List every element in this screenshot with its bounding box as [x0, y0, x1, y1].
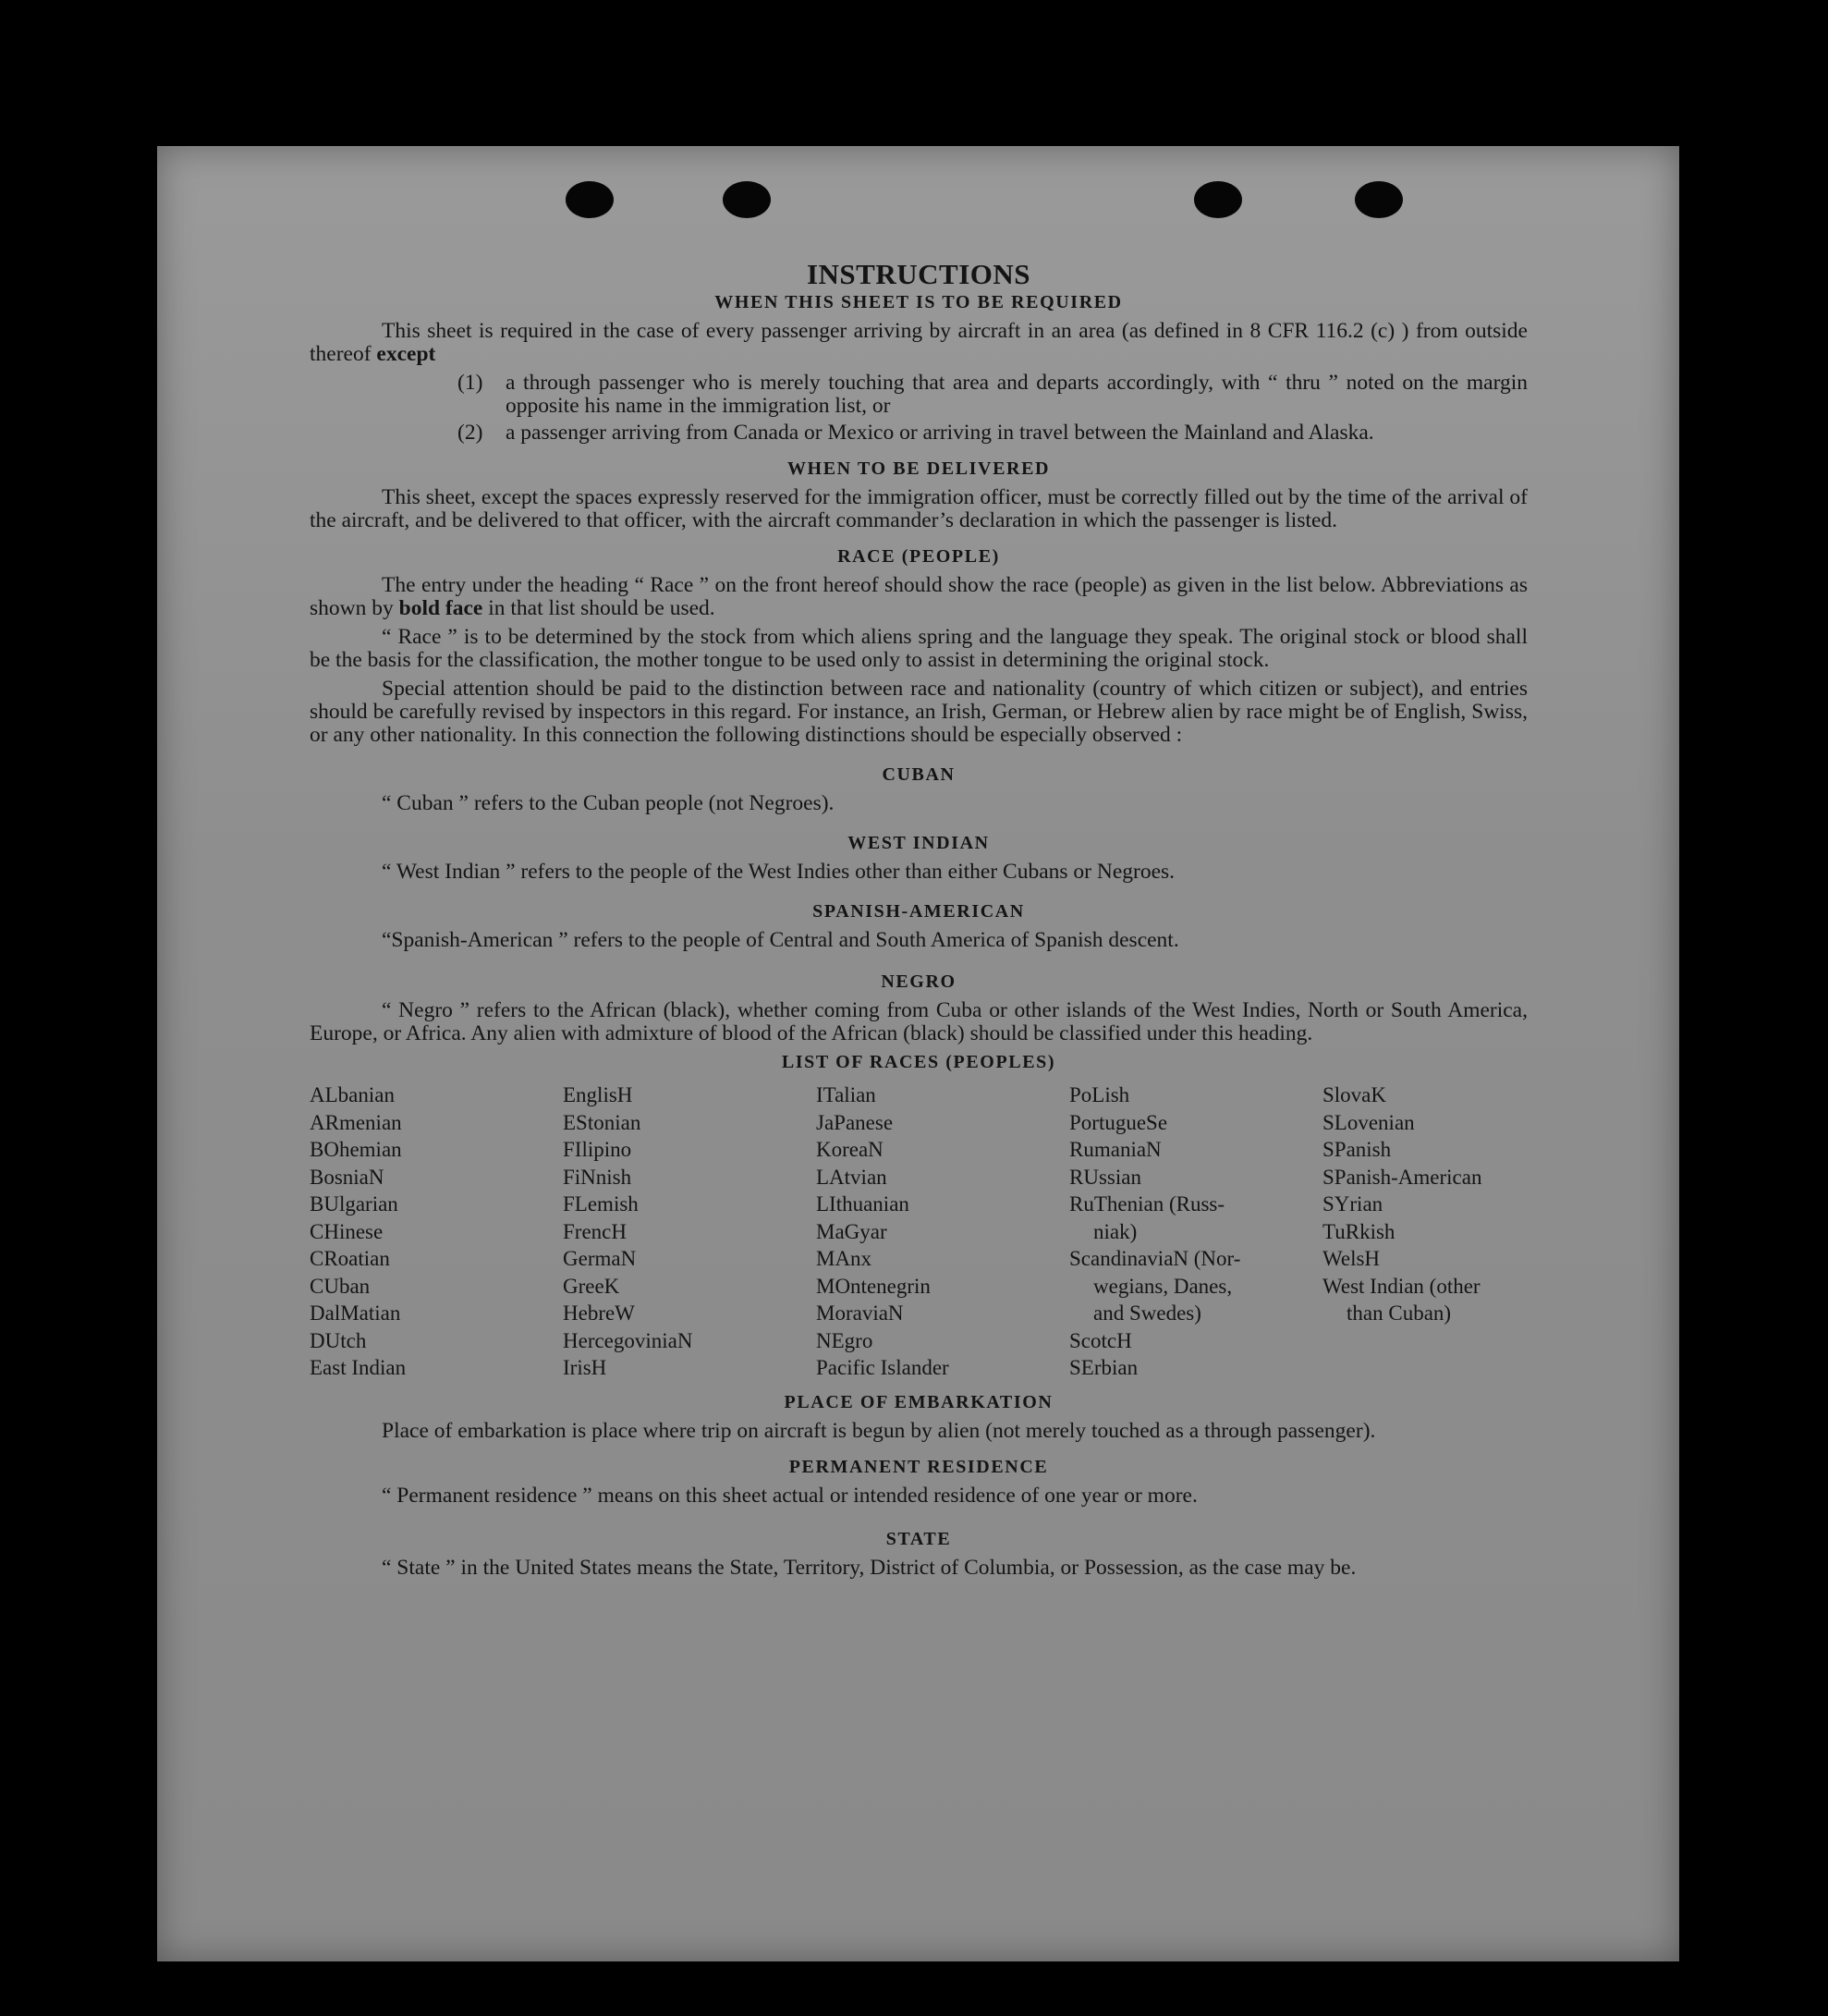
race-entry: HebreW — [563, 1301, 635, 1325]
race-column-1 — [310, 1081, 563, 1382]
race-column-5 — [1322, 1081, 1528, 1382]
race-entry: than Cuban) — [1347, 1301, 1452, 1325]
document-sheet — [157, 146, 1679, 1961]
race-entry: CRoatian — [310, 1247, 390, 1270]
heading-residence: PERMANENT RESIDENCE — [788, 1456, 1049, 1477]
race-entry: PortugueSe — [1069, 1110, 1168, 1134]
race-entry: DalMatian — [310, 1301, 401, 1325]
negro-text: “ Negro ” refers to the African (black), whether coming from Cuba or other islands of the West Indies, North or South America, Europe, or Africa. Any alien with admixture of blood of the African (black) should be classified under this heading. — [310, 998, 1528, 1045]
race-entry: ScandinaviaN (Nor- — [1069, 1247, 1241, 1270]
race-entry: WelsH — [1322, 1247, 1381, 1270]
race-entry: PoLish — [1069, 1083, 1130, 1106]
race-paragraph-1: The entry under the heading “ Race ” on the front hereof should show the race (people) as given in the list below. Abbreviations as shown by bold face in that list should be used. — [310, 573, 1528, 620]
race-entry: MAnx — [816, 1247, 872, 1270]
race-entry: FLemish — [563, 1192, 639, 1216]
race-entry: BUlgarian — [310, 1192, 398, 1216]
punch-hole — [1355, 181, 1403, 218]
race-list — [310, 1081, 1528, 1382]
race-entry: SlovaK — [1322, 1083, 1386, 1106]
race-entry: KoreaN — [816, 1138, 884, 1161]
race-entry: DUtch — [310, 1328, 367, 1352]
race-entry: GreeK — [563, 1274, 620, 1298]
required-intro: This sheet is required in the case of every passenger arriving by aircraft in an area (as defined in 8 CFR 116.2 (c) ) from outside thereof except — [310, 319, 1528, 366]
race-entry: West Indian (other — [1322, 1274, 1481, 1298]
embarkation-text: Place of embarkation is place where trip on aircraft is begun by alien (not merely touched as a through passenger). — [382, 1418, 1376, 1443]
race-paragraph-2: “ Race ” is to be determined by the stock from which aliens spring and the language they speak. The original stock or blood shall be the basis for the classification, the mother tongue to be used only to assist in determining the original stock. — [310, 625, 1528, 672]
race-entry: SYrian — [1322, 1192, 1383, 1216]
heading-embarkation: PLACE OF EMBARKATION — [784, 1391, 1054, 1412]
race-entry: FIlipino — [563, 1138, 632, 1161]
race-column-3 — [816, 1081, 1069, 1382]
race-entry: EnglisH — [563, 1083, 633, 1106]
race-entry: CUban — [310, 1274, 371, 1298]
instructions-content — [310, 258, 1528, 1585]
race-entry: LAtvian — [816, 1165, 887, 1189]
race-entry: SErbian — [1069, 1356, 1139, 1379]
race-entry: SPanish — [1322, 1138, 1392, 1161]
delivered-text: This sheet, except the spaces expressly reserved for the immigration officer, must be correctly filled out by the time of the arrival of the aircraft, and be delivered to that officer, with the aircraft commander’s declaration in which the passenger is listed. — [310, 485, 1528, 532]
state-text: “ State ” in the United States means the State, Territory, District of Columbia, or Possession, as the case may be. — [382, 1555, 1357, 1580]
race-column-2 — [563, 1081, 816, 1382]
exception-item-1: (1) a through passenger who is merely touching that area and departs accordingly, with “ thru ” noted on the margin opposite his name in the immigration list, or — [457, 371, 1528, 418]
race-entry: TuRkish — [1322, 1219, 1395, 1243]
page-title: INSTRUCTIONS — [806, 258, 1030, 290]
heading-cuban: CUBAN — [882, 764, 956, 785]
race-entry: Pacific Islander — [816, 1356, 949, 1379]
spanish-american-text: “Spanish-American ” refers to the people of Central and South America of Spanish descent. — [382, 928, 1179, 952]
race-entry: MaGyar — [816, 1219, 887, 1243]
except-bold: except — [376, 342, 436, 366]
heading-list-of-races: LIST OF RACES (PEOPLES) — [781, 1052, 1056, 1072]
race-entry: JaPanese — [816, 1110, 894, 1134]
race-entry: GermaN — [563, 1247, 637, 1270]
race-entry: RumaniaN — [1069, 1138, 1162, 1161]
race-entry: RuThenian (Russ- — [1069, 1192, 1225, 1216]
heading-required: WHEN THIS SHEET IS TO BE REQUIRED — [714, 292, 1123, 312]
race-entry: RUssian — [1069, 1165, 1141, 1189]
race-column-4 — [1069, 1081, 1322, 1382]
race-entry: ITalian — [816, 1083, 876, 1106]
heading-west-indian: WEST INDIAN — [847, 833, 990, 853]
race-entry: IrisH — [563, 1356, 607, 1379]
heading-race: RACE (PEOPLE) — [837, 546, 1000, 567]
race-entry: niak) — [1093, 1219, 1138, 1243]
cuban-text: “ Cuban ” refers to the Cuban people (not Negroes). — [382, 791, 835, 815]
heading-spanish-american: SPANISH-AMERICAN — [812, 901, 1025, 922]
race-entry: FiNnish — [563, 1165, 632, 1189]
race-entry: CHinese — [310, 1219, 384, 1243]
exception-item-2: (2) a passenger arriving from Canada or Mexico or arriving in travel between the Mainland and Alaska. — [457, 421, 1374, 445]
race-entry: NEgro — [816, 1328, 873, 1352]
race-entry: HercegoviniaN — [563, 1328, 693, 1352]
race-entry: SPanish-American — [1322, 1165, 1482, 1189]
race-entry: MoraviaN — [816, 1301, 904, 1325]
race-entry: ALbanian — [310, 1083, 395, 1106]
punch-hole — [566, 181, 614, 218]
race-entry: FrencH — [563, 1219, 627, 1243]
heading-delivered: WHEN TO BE DELIVERED — [786, 458, 1051, 479]
punch-hole — [1194, 181, 1242, 218]
race-entry: LIthuanian — [816, 1192, 909, 1216]
race-entry: SLovenian — [1322, 1110, 1415, 1134]
race-entry: BosniaN — [310, 1165, 384, 1189]
race-entry: ScotcH — [1069, 1328, 1132, 1352]
west-indian-text: “ West Indian ” refers to the people of the West Indies other than either Cubans or Negroes. — [382, 860, 1176, 884]
race-paragraph-3: Special attention should be paid to the distinction between race and nationality (country of which citizen or subject), and entries should be carefully revised by inspectors in this regard. For instance, an Irish, German, or Hebrew alien by race might be of English, Swiss, or any other nationality. In this connection the following distinctions should be especially observed : — [310, 677, 1528, 747]
race-entry: ARmenian — [310, 1110, 402, 1134]
race-entry: and Swedes) — [1093, 1301, 1201, 1325]
race-entry: MOntenegrin — [816, 1274, 931, 1298]
heading-negro: NEGRO — [881, 971, 957, 992]
race-entry: wegians, Danes, — [1093, 1274, 1233, 1298]
race-entry: EStonian — [563, 1110, 641, 1134]
race-entry: East Indian — [310, 1356, 407, 1379]
heading-state: STATE — [885, 1528, 952, 1549]
race-entry: BOhemian — [310, 1138, 402, 1161]
residence-text: “ Permanent residence ” means on this sheet actual or intended residence of one year or more. — [382, 1483, 1198, 1508]
punch-hole — [723, 181, 771, 218]
